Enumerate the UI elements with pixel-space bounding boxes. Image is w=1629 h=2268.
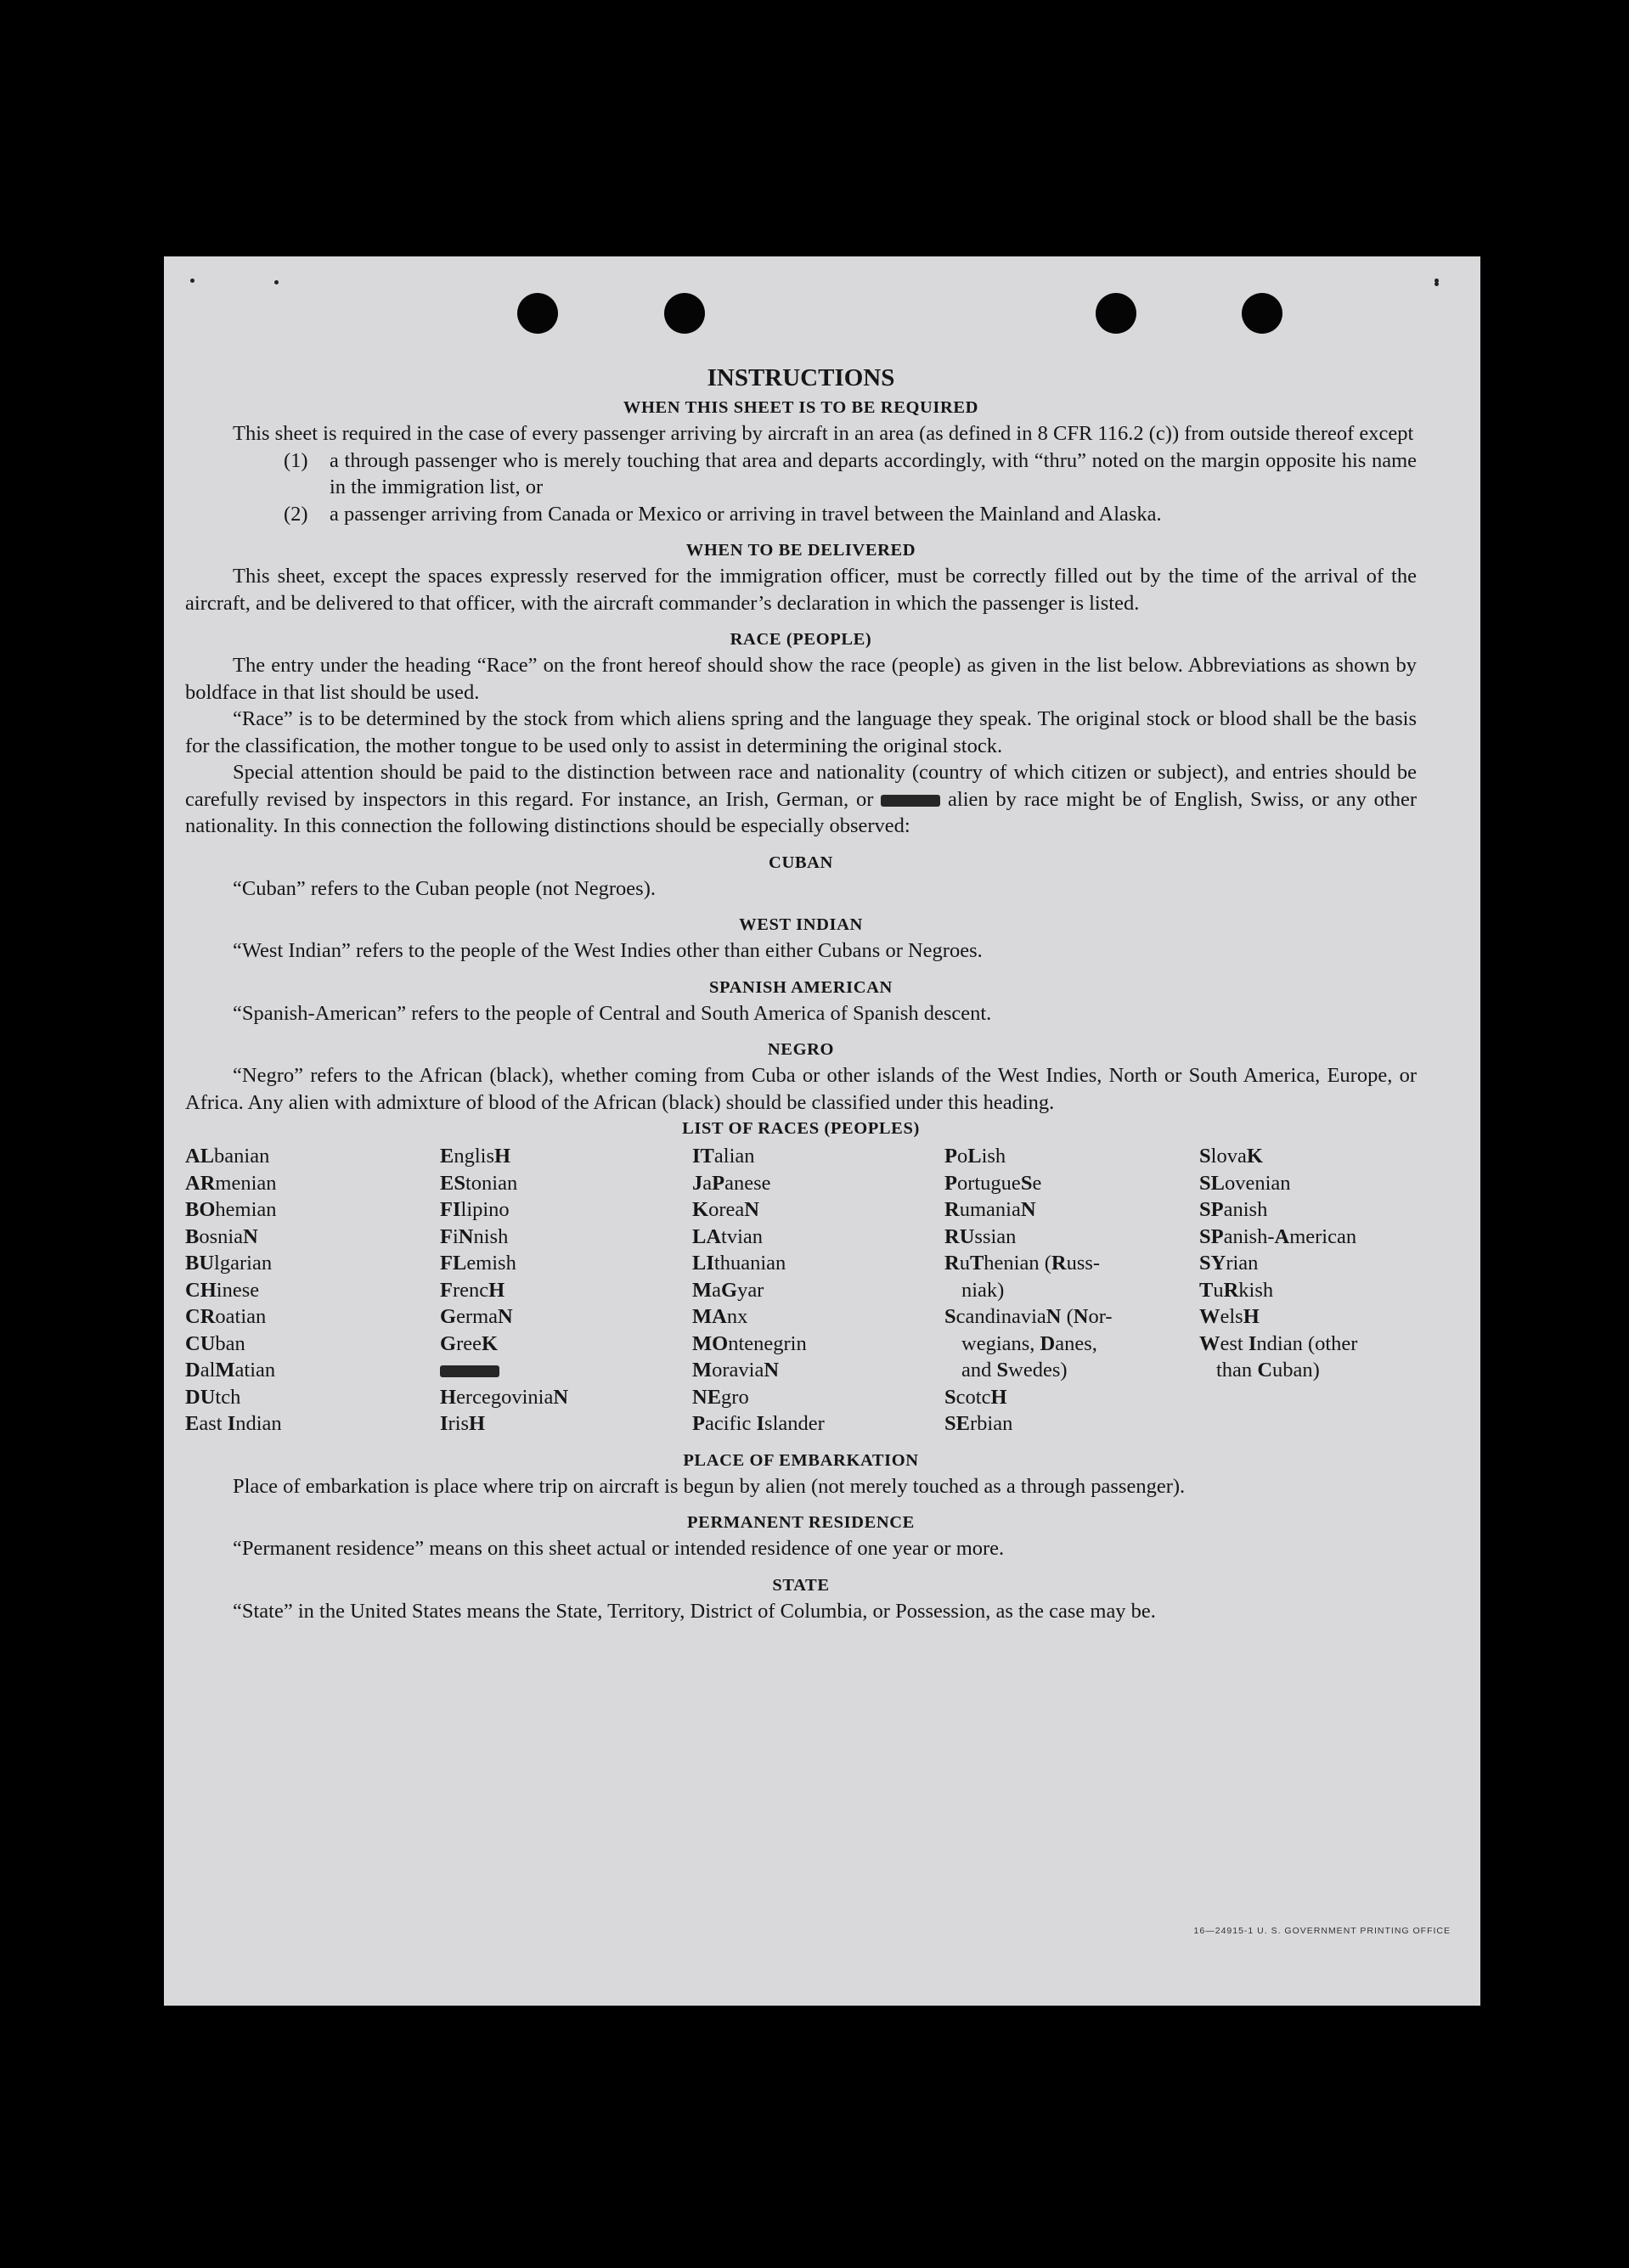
speck bbox=[274, 280, 279, 284]
race-entry: ITalian bbox=[692, 1145, 755, 1168]
race-entry: TuRkish bbox=[1199, 1278, 1274, 1302]
race-entry: NEgro bbox=[692, 1385, 749, 1409]
list-item bbox=[284, 447, 1417, 501]
heading-state: STATE bbox=[772, 1575, 830, 1595]
punch-hole bbox=[1242, 293, 1282, 334]
heading-negro: NEGRO bbox=[767, 1040, 835, 1059]
race-entry: ScotcH bbox=[944, 1385, 1007, 1409]
page-title: INSTRUCTIONS bbox=[707, 364, 895, 391]
races-list bbox=[185, 1143, 1417, 1438]
race-entry: DalMatian bbox=[185, 1359, 276, 1382]
list-item bbox=[284, 501, 1417, 528]
race-entry: FrencH bbox=[440, 1278, 505, 1302]
redaction-mark bbox=[440, 1365, 499, 1377]
race-entry: SErbian bbox=[944, 1412, 1013, 1435]
race-entry: WelsH bbox=[1199, 1305, 1260, 1328]
race-entry: wegians, Danes, bbox=[961, 1331, 1097, 1355]
para-race-1: The entry under the heading “Race” on the front hereof should show the race (people) as given in the list below. Abbreviations as shown by boldface in that list should be used. bbox=[185, 654, 1417, 704]
races-column bbox=[944, 1143, 1199, 1438]
races-column bbox=[692, 1143, 944, 1438]
heading-spanish-american: SPANISH AMERICAN bbox=[709, 977, 893, 997]
speck bbox=[190, 279, 194, 283]
race-entry: ARmenian bbox=[185, 1171, 277, 1195]
race-entry: KoreaN bbox=[692, 1198, 759, 1221]
punch-hole bbox=[517, 293, 558, 334]
race-entry: SPanish-American bbox=[1199, 1224, 1357, 1248]
race-entry: BosniaN bbox=[185, 1224, 258, 1248]
redaction-mark bbox=[881, 795, 940, 807]
race-entry: FIlipino bbox=[440, 1198, 510, 1221]
race-entry: RuThenian (Russ- bbox=[944, 1252, 1101, 1275]
para-required: This sheet is required in the case of every passenger arriving by aircraft in an area (as defined in 8 CFR 116.2 (c)) from outside thereof except bbox=[233, 422, 1414, 445]
race-entry: IrisH bbox=[440, 1412, 486, 1435]
printing-office-note: 16—24915-1 U. S. GOVERNMENT PRINTING OFFICE bbox=[1193, 1926, 1451, 1936]
race-entry: DUtch bbox=[185, 1385, 241, 1409]
para-delivered: This sheet, except the spaces expressly reserved for the immigration officer, must be correctly filled out by the time of the arrival of the aircraft, and be delivered to that officer, with the aircraft commander’s declaration in which the passenger is listed. bbox=[185, 565, 1417, 615]
race-entry: CHinese bbox=[185, 1278, 260, 1302]
instructions-content bbox=[185, 363, 1417, 1624]
para-race-3-a: Special attention should be paid to the distinction between race and nationality (country of which citizen or subject), and entries should be carefully revised by inspectors in this regard. For instance, an Irish, German, or bbox=[185, 761, 1417, 811]
race-entry: SlovaK bbox=[1199, 1145, 1263, 1168]
race-entry: JaPanese bbox=[692, 1171, 771, 1195]
para-residence: “Permanent residence” means on this sheet actual or intended residence of one year or more. bbox=[233, 1537, 1005, 1560]
race-entry: and Swedes) bbox=[961, 1359, 1068, 1382]
speck bbox=[1435, 279, 1439, 283]
race-entry: than Cuban) bbox=[1216, 1359, 1320, 1382]
race-entry: BUlgarian bbox=[185, 1252, 273, 1275]
heading-required: WHEN THIS SHEET IS TO BE REQUIRED bbox=[623, 398, 979, 417]
para-race-2: “Race” is to be determined by the stock from which aliens spring and the language they speak. The original stock or blood shall be the basis for the classification, the mother tongue to be used only to assist in determining the original stock. bbox=[185, 707, 1417, 757]
race-entry: West Indian (other bbox=[1199, 1331, 1358, 1355]
race-entry: GermaN bbox=[440, 1305, 513, 1328]
heading-residence: PERMANENT RESIDENCE bbox=[687, 1513, 915, 1532]
race-entry: East Indian bbox=[185, 1412, 282, 1435]
race-entry: ALbanian bbox=[185, 1145, 270, 1168]
race-entry: SPanish bbox=[1199, 1198, 1268, 1221]
race-entry: CRoatian bbox=[185, 1305, 267, 1328]
race-entry: MAnx bbox=[692, 1305, 748, 1328]
heading-embarkation: PLACE OF EMBARKATION bbox=[683, 1450, 919, 1470]
race-entry: ScandinaviaN (Nor- bbox=[944, 1305, 1113, 1328]
heading-delivered: WHEN TO BE DELIVERED bbox=[685, 541, 916, 560]
race-entry: HercegoviniaN bbox=[440, 1385, 569, 1409]
races-column bbox=[440, 1143, 692, 1438]
race-entry: GreeK bbox=[440, 1331, 499, 1355]
race-entry: RumaniaN bbox=[944, 1198, 1036, 1221]
heading-list-of-races: LIST OF RACES (PEOPLES) bbox=[682, 1119, 920, 1138]
punch-hole bbox=[1096, 293, 1136, 334]
race-entry: MoraviaN bbox=[692, 1359, 780, 1382]
race-entry: CUban bbox=[185, 1331, 245, 1355]
race-entry: PortugueSe bbox=[944, 1171, 1042, 1195]
races-column bbox=[1199, 1143, 1429, 1438]
document-sheet bbox=[164, 256, 1480, 2006]
item-number: (1) bbox=[284, 448, 308, 472]
para-spanish-american: “Spanish-American” refers to the people of Central and South America of Spanish descent. bbox=[233, 1001, 992, 1025]
para-embarkation: Place of embarkation is place where trip on aircraft is begun by alien (not merely touched as a through passenger). bbox=[233, 1474, 1186, 1498]
race-entry: Pacific Islander bbox=[692, 1412, 825, 1435]
para-west-indian: “West Indian” refers to the people of the West Indies other than either Cubans or Negroes. bbox=[233, 939, 983, 962]
para-cuban: “Cuban” refers to the Cuban people (not Negroes). bbox=[233, 876, 656, 900]
race-entry: RUssian bbox=[944, 1224, 1017, 1248]
item-text: a passenger arriving from Canada or Mexico or arriving in travel between the Mainland and Alaska. bbox=[330, 502, 1162, 526]
race-entry-redacted bbox=[440, 1357, 692, 1384]
races-column bbox=[185, 1143, 440, 1438]
heading-cuban: CUBAN bbox=[769, 853, 833, 872]
heading-race: RACE (PEOPLE) bbox=[730, 630, 872, 649]
race-entry: MOntenegrin bbox=[692, 1331, 807, 1355]
item-text: a through passenger who is merely touching that area and departs accordingly, with “thru” noted on the margin opposite his name in the immigration list, or bbox=[330, 448, 1417, 498]
para-negro: “Negro” refers to the African (black), whether coming from Cuba or other islands of the West Indies, North or South America, Europe, or Africa. Any alien with admixture of blood of the African (black) should be classified under this heading. bbox=[185, 1064, 1417, 1114]
race-entry: LAtvian bbox=[692, 1224, 764, 1248]
race-entry: SLovenian bbox=[1199, 1171, 1291, 1195]
race-entry: PoLish bbox=[944, 1145, 1006, 1168]
race-entry: niak) bbox=[961, 1278, 1005, 1302]
punch-hole bbox=[664, 293, 705, 334]
para-race-3 bbox=[185, 759, 1417, 840]
heading-west-indian: WEST INDIAN bbox=[739, 915, 863, 934]
para-race-3-b: alien by race might be of English, Swiss, or any other nationality. In this connection the following distinctions should be especially observed: bbox=[185, 787, 1418, 837]
race-entry: BOhemian bbox=[185, 1198, 277, 1221]
race-entry: MaGyar bbox=[692, 1278, 764, 1302]
race-entry: FLemish bbox=[440, 1252, 516, 1275]
race-entry: EStonian bbox=[440, 1171, 518, 1195]
race-entry: SYrian bbox=[1199, 1252, 1259, 1275]
para-state: “State” in the United States means the State, Territory, District of Columbia, or Possession, as the case may be. bbox=[233, 1599, 1156, 1623]
race-entry: FiNnish bbox=[440, 1224, 509, 1248]
race-entry: LIthuanian bbox=[692, 1252, 786, 1275]
race-entry: EnglisH bbox=[440, 1145, 511, 1168]
item-number: (2) bbox=[284, 502, 308, 526]
